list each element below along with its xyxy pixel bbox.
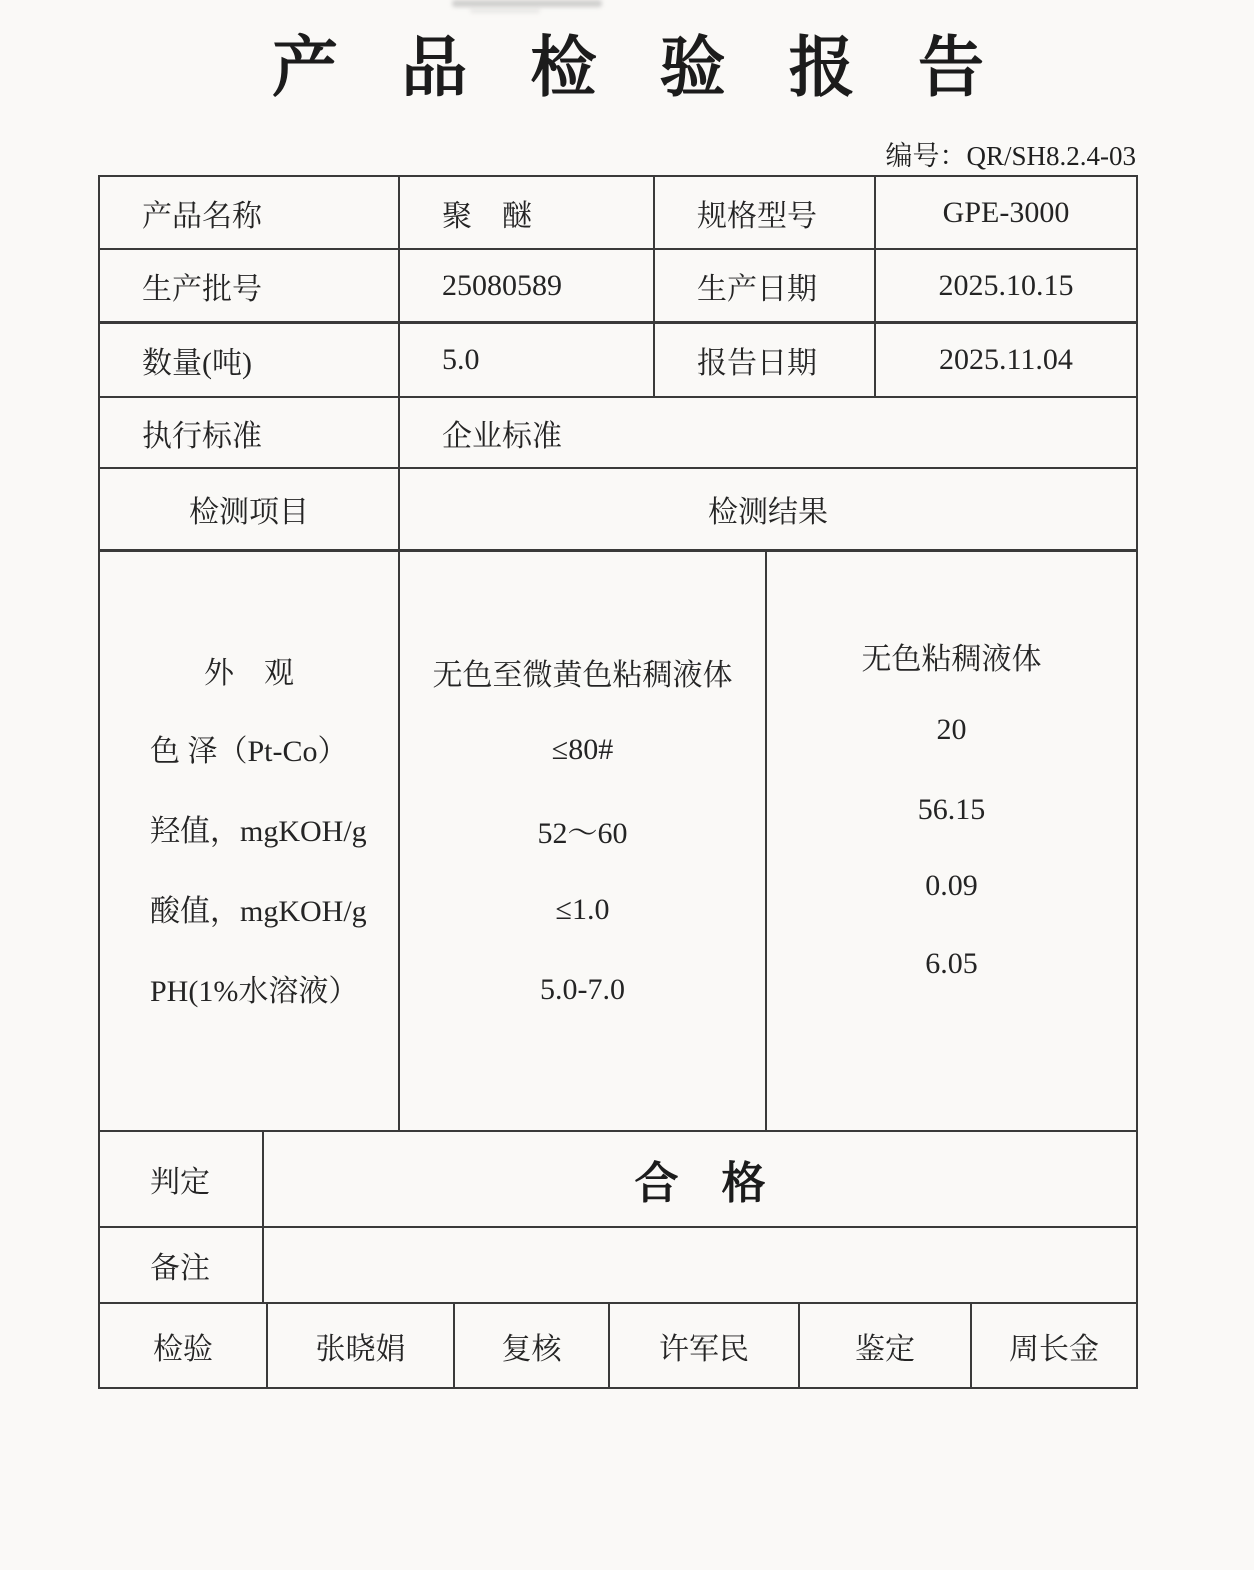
- verdict-value: [264, 1132, 1136, 1226]
- appraiser-label: [800, 1304, 972, 1387]
- signature-text: 周长金: [1009, 1332, 1099, 1366]
- row-signatures: [100, 1304, 1136, 1387]
- title-char: 品: [401, 32, 468, 105]
- title-char: 检: [530, 32, 597, 105]
- row-standard: [100, 398, 1136, 469]
- test-result: 56.15: [917, 793, 986, 826]
- row-batch: [100, 250, 1136, 324]
- row-remarks: [100, 1228, 1136, 1304]
- title-char: 产: [272, 32, 338, 105]
- title-char: 验: [659, 32, 726, 105]
- value-text: 2025.10.15: [938, 268, 1074, 302]
- row-verdict: [100, 1132, 1136, 1228]
- test-result: 无色粘稠液体: [861, 643, 1042, 676]
- scan-artifact: [470, 9, 540, 13]
- signature-text: 张晓娟: [315, 1332, 406, 1366]
- remarks-label: [100, 1228, 264, 1302]
- prod-date-value: [876, 250, 1136, 321]
- test-spec: ≤80#: [551, 733, 614, 766]
- value-text: 5.0: [442, 343, 480, 376]
- verdict-text: 合 格: [634, 1159, 782, 1208]
- test-item: 酸值，mgKOH/g: [150, 895, 367, 928]
- spec-model-value: [876, 177, 1136, 248]
- batch-label: [100, 250, 400, 321]
- test-spec: 5.0-7.0: [540, 973, 625, 1006]
- test-item: 羟值，mgKOH/g: [150, 815, 367, 848]
- doc-number-label: 编号：: [885, 141, 967, 171]
- doc-number: [885, 134, 1136, 173]
- row-product: [100, 177, 1136, 250]
- label-text: 备注: [150, 1252, 210, 1285]
- product-name-label: [100, 177, 400, 248]
- spec-model-label: [655, 177, 876, 248]
- test-items-header: [100, 469, 400, 549]
- label-text: 执行标准: [142, 419, 262, 453]
- value-text: 企业标准: [442, 419, 562, 453]
- test-result: 6.05: [925, 947, 978, 980]
- value-text: 聚 醚: [442, 199, 532, 233]
- test-spec: ≤1.0: [555, 893, 610, 926]
- label-text: 复核: [501, 1332, 562, 1366]
- test-result: 20: [936, 713, 967, 746]
- row-quantity: [100, 324, 1136, 398]
- label-text: 报告日期: [697, 347, 817, 380]
- label-text: 鉴定: [855, 1332, 915, 1366]
- test-spec: 52～60: [537, 817, 628, 850]
- label-text: 检验: [153, 1332, 213, 1366]
- test-item: 外 观: [204, 657, 294, 690]
- quantity-label: [100, 324, 400, 396]
- label-text: 生产批号: [142, 272, 262, 306]
- row-test-headers: [100, 469, 1136, 552]
- remarks-value: [264, 1228, 1136, 1302]
- test-item: PH(1%水溶液）: [150, 975, 359, 1008]
- value-text: 25080589: [442, 268, 562, 302]
- title-char: 报: [788, 32, 855, 105]
- prod-date-label: [655, 250, 876, 321]
- report-date-value: [876, 324, 1136, 396]
- reviewer-name: [610, 1304, 800, 1387]
- signature-text: 许军民: [659, 1332, 749, 1366]
- reviewer-label: [455, 1304, 610, 1387]
- scan-artifact: [452, 0, 602, 7]
- appraiser-name: [972, 1304, 1136, 1387]
- inspector-label: [100, 1304, 268, 1387]
- batch-value: [400, 250, 655, 321]
- quantity-value: [400, 324, 655, 396]
- test-items-column: [100, 552, 400, 1130]
- test-results-header: [400, 469, 1136, 549]
- value-text: 2025.11.04: [939, 343, 1073, 376]
- test-item: 色 泽（Pt-Co）: [150, 735, 348, 768]
- standard-label: [100, 398, 400, 467]
- label-text: 规格型号: [697, 199, 817, 233]
- header-text: 检测项目: [189, 496, 309, 529]
- doc-number-value: QR/SH8.2.4-03: [966, 141, 1136, 171]
- product-name-value: [400, 177, 655, 248]
- report-date-label: [655, 324, 876, 396]
- report-title: [272, 32, 984, 105]
- inspector-name: [268, 1304, 455, 1387]
- test-result-column: [767, 552, 1136, 1130]
- test-spec-column: [400, 552, 767, 1130]
- test-spec: 无色至微黄色粘稠液体: [432, 659, 733, 692]
- label-text: 判定: [150, 1166, 210, 1199]
- title-char: 告: [917, 32, 984, 105]
- verdict-label: [100, 1132, 264, 1226]
- standard-value: [400, 398, 1136, 467]
- test-section: [100, 552, 1136, 1132]
- label-text: 数量(吨): [142, 347, 252, 380]
- report-table: [98, 175, 1138, 1389]
- label-text: 产品名称: [142, 199, 262, 233]
- value-text: GPE-3000: [942, 195, 1070, 229]
- label-text: 生产日期: [697, 272, 817, 306]
- header-text: 检测结果: [708, 496, 828, 529]
- test-result: 0.09: [925, 869, 978, 902]
